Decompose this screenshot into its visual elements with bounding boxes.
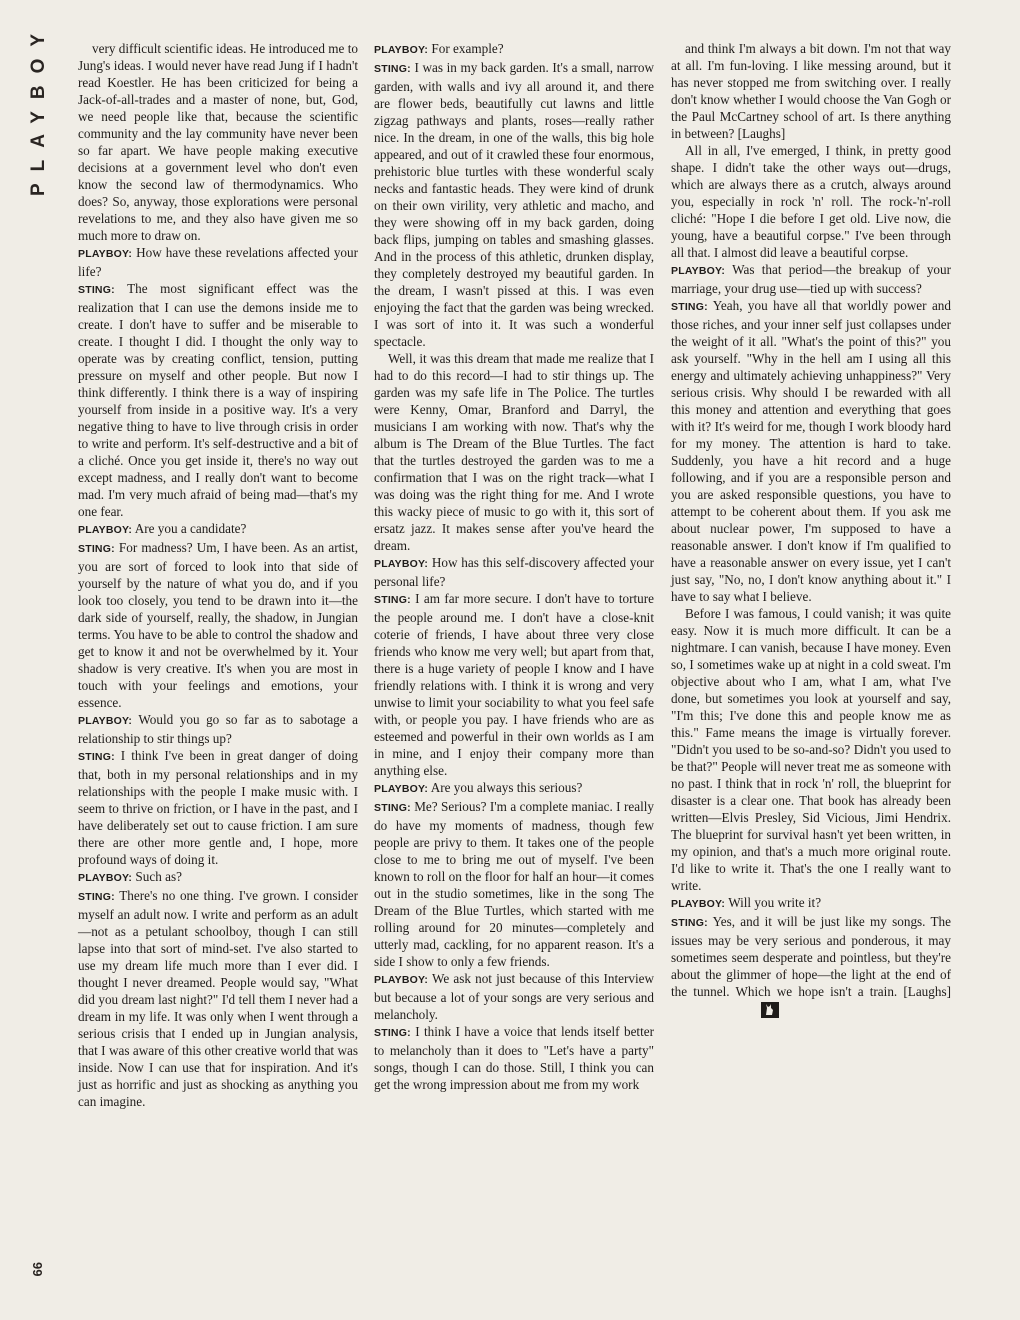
speaker-label: PLAYBOY: bbox=[78, 248, 133, 260]
interview-exchange bbox=[374, 554, 654, 590]
text-column-1 bbox=[78, 40, 358, 1110]
speaker-label: PLAYBOY: bbox=[374, 974, 429, 986]
interview-exchange bbox=[671, 261, 951, 297]
interview-exchange bbox=[374, 59, 654, 350]
speaker-label: STING: bbox=[671, 917, 708, 929]
paragraph-text: How has this self-discovery affected your personal life? bbox=[374, 555, 654, 589]
interview-exchange bbox=[671, 894, 951, 913]
speaker-label: STING: bbox=[78, 891, 115, 903]
interview-exchange bbox=[374, 970, 654, 1023]
paragraph-text: Was that period—the breakup of your marriage, your drug use—tied up with success? bbox=[671, 262, 951, 296]
speaker-label: PLAYBOY: bbox=[374, 558, 429, 570]
paragraph-text: Yeah, you have all that worldly power and those riches, and your inner self just collapses under the weight of it all. "What's the point of this?" you ask yourself. "Why in the hell am I using all this energy and ultimately achieving unhappiness?" Very serious crisis. Why should I be rewarded with all this money and attention and everything that goes with it? It's weird for me, though I work bloody hard for my money. The attention is hard to take. Suddenly, you have a hit record and a huge following, and if you are a responsible person and you are asked responsible questions, you have to attempt to be coherent about them. If you ask me about nuclear power, I'm supposed to have a reasonable answer. I don't know if I'm qualified to have a reasonable answer on every issue, yet I can't just say, "No, no, I don't know anything about it." I have to say what I believe. bbox=[671, 298, 951, 604]
speaker-label: STING: bbox=[671, 301, 708, 313]
speaker-label: PLAYBOY: bbox=[671, 898, 726, 910]
interview-exchange bbox=[78, 520, 358, 539]
text-column-2 bbox=[374, 40, 654, 1093]
interview-exchange bbox=[78, 711, 358, 747]
body-paragraph bbox=[671, 605, 951, 894]
paragraph-text: Such as? bbox=[135, 869, 182, 884]
text-column-3 bbox=[671, 40, 951, 1018]
paragraph-text: All in all, I've emerged, I think, in pretty good shape. I didn't take the other ways out—drugs, which are always there as a crutch, always around you, especially in rock 'n' roll. The rock-'n'-roll cliché: "Hope I die before I get old. Live now, die young, have a beautiful corpse." I've been through all that. I almost did leave a beautiful corpse. bbox=[671, 143, 951, 260]
body-paragraph bbox=[374, 350, 654, 554]
interview-exchange bbox=[78, 747, 358, 868]
interview-exchange bbox=[374, 798, 654, 970]
interview-exchange bbox=[78, 887, 358, 1110]
interview-exchange bbox=[671, 913, 951, 1018]
interview-exchange bbox=[671, 297, 951, 605]
body-paragraph bbox=[671, 40, 951, 142]
paragraph-text: I think I have a voice that lends itself better to melancholy than it does to "Let's have a party" songs, though I can do those. Still, I think you can get the wrong impression about me from my work bbox=[374, 1024, 654, 1092]
speaker-label: STING: bbox=[78, 751, 115, 763]
interview-exchange bbox=[78, 244, 358, 280]
interview-exchange bbox=[78, 539, 358, 711]
paragraph-text: How have these revelations affected your life? bbox=[78, 245, 358, 279]
interview-exchange bbox=[78, 868, 358, 887]
paragraph-text: For example? bbox=[431, 41, 504, 56]
interview-exchange bbox=[374, 1023, 654, 1093]
interview-exchange bbox=[374, 779, 654, 798]
paragraph-text: Before I was famous, I could vanish; it was quite easy. Now it is much more difficult. It can be a nightmare. I can vanish, because I have money. Even so, I sometimes wake up at night in a cold sweat. I'm objective about who I am, what I am, what I've done, but sometimes you look at yourself and say, "I'm this; I've done this and people know me as this." Fame means the image is virtually forever. "Didn't you used to be so-and-so? Didn't you used to be that?" People will never treat me as someone with no past. I think that in rock 'n' roll, the blueprint for disaster is a clear one. That book has already been written—Elvis Presley, Sid Vicious, Jimi Hendrix. The blueprint for survival hasn't yet been written, in my opinion, and that's a much more original route. I'd like to write it. That's the one I really want to write. bbox=[671, 606, 952, 893]
page-number: 66 bbox=[30, 1262, 45, 1277]
body-paragraph bbox=[78, 40, 358, 244]
paragraph-text: Will you write it? bbox=[728, 895, 822, 910]
interview-exchange bbox=[374, 40, 654, 59]
paragraph-text: and think I'm always a bit down. I'm not that way at all. I'm fun-loving. I like messing around, but it has never stopped me from switching over. I really don't know whether I would choose the Van Gogh or the Paul McCartney school of art. Is there anything in between? [Laughs] bbox=[671, 41, 951, 141]
speaker-label: STING: bbox=[374, 802, 411, 814]
paragraph-text: I am far more secure. I don't have to torture the people around me. I don't have a close-knit coterie of friends, I have about three very close friends who know me very well; but apart from that, there is a huge variety of people I know and I have friendly relations with. I think it is wrong and very unwise to limit your sociability to what you feel safe with, or people you pay. I have friends who are as esteemed and powerful in their own worlds as I am in mine, and I enjoy their company more than anything else. bbox=[374, 591, 655, 778]
paragraph-text: The most significant effect was the realization that I can use the demons inside me to create. I don't have to suffer and be miserable to create. I thought I did. I thought the only way to operate was by creating conflict, tension, putting pressure on myself and other people. But now I think differently. I think there is a way of inspiring yourself from inside in a positive way. It's a very negative thing to have to live through crisis in order to write and perform. It's self-destructive and a bit of a cliché. Once you get inside it, there's no way out except madness, and I really don't want to become mad. I'm very much afraid of being mad—that's my one fear. bbox=[78, 281, 358, 519]
speaker-label: PLAYBOY: bbox=[78, 715, 133, 727]
paragraph-text: very difficult scientific ideas. He introduced me to Jung's ideas. I would never have read Jung if I hadn't read Koestler. He has been criticized for being a Jack-of-all-trades and a master of none, but, God, we need people like that, because the scientific community and the lay community have never been so far apart. We have people making executive decisions at a government level who don't even know the second law of thermodynamics. Who does? So, anyway, those explorations were personal revelations to me, and they also have given me so much more to draw on. bbox=[78, 41, 358, 243]
paragraph-text: Would you go so far as to sabotage a relationship to stir things up? bbox=[78, 712, 359, 746]
speaker-label: STING: bbox=[374, 63, 411, 75]
speaker-label: PLAYBOY: bbox=[374, 44, 429, 56]
paragraph-text: Are you always this serious? bbox=[430, 780, 583, 795]
paragraph-text: Yes, and it will be just like my songs. The issues may be very serious and ponderous, it may sometimes seem desperate and pointless, but they're about the glimmer of hope—the light at the end of the tunnel. Which we hope isn't a train. [Laughs] bbox=[671, 914, 951, 999]
paragraph-text: Me? Serious? I'm a complete maniac. I really do have my moments of madness, though few people are privy to them. It takes one of the people close to me to bring me out of myself. I've been known to roll on the floor for half an hour—it comes out in the studio sometimes, like in the song The Dream of the Blue Turtles, which started with me rolling around for 20 minutes—completely and utterly mad, cackling, for no apparent reason. It's a side I show to only a few friends. bbox=[374, 799, 654, 969]
paragraph-text: Are you a candidate? bbox=[134, 521, 247, 536]
paragraph-text: I was in my back garden. It's a small, narrow garden, with walls and ivy all around it, and there are flower beds, beautifully cut lawns and little zigzag pathways and plants, roses—really rather nice. In the dream, in one of the walls, this big hole appeared, and out of it crawled these four enormous, prehistoric blue turtles with these wonderful scaly necks and fantastic heads. They were kind of drunk on their own virility, very athletic and macho, and they were showing off in my back garden, doing back flips, jumping on tables and smashing glasses. And in the process of this athletic, drunken display, they completely destroyed my beautiful garden. In the dream, I wasn't pissed at this. I was even enjoying the fact that the garden was being wrecked. I was sort of into it. It was such a wonderful spectacle. bbox=[374, 60, 654, 349]
speaker-label: STING: bbox=[78, 284, 115, 296]
speaker-label: STING: bbox=[374, 1027, 411, 1039]
masthead: PLAYBOY bbox=[28, 21, 49, 196]
rabbit-logo-icon bbox=[761, 1002, 779, 1018]
interview-exchange bbox=[78, 280, 358, 520]
speaker-label: STING: bbox=[374, 594, 411, 606]
paragraph-text: I think I've been in great danger of doing that, both in my personal relationships and in my relationships with the people I make music with. I seem to thrive on friction, or I have in the past, and I have deliberately set out to cause friction. I am sure there are other more gentle and, I hope, more profound ways of doing it. bbox=[78, 748, 358, 867]
paragraph-text: We ask not just because of this Interview but because a lot of your songs are very serious and melancholy. bbox=[374, 971, 655, 1022]
speaker-label: PLAYBOY: bbox=[78, 524, 133, 536]
speaker-label: STING: bbox=[78, 543, 115, 555]
interview-exchange bbox=[374, 590, 654, 779]
speaker-label: PLAYBOY: bbox=[671, 265, 726, 277]
paragraph-text: Well, it was this dream that made me realize that I had to do this record—I had to stir things up. The garden was my safe life in The Police. The turtles were Kenny, Omar, Branford and Darryl, the musicians I am working with now. That's why the album is The Dream of the Blue Turtles. The fact that the turtles destroyed the garden was to me a confirmation that I was on the right track—what I was doing was the right thing for me. And I wrote this wacky piece of music to go with it, this sort of ersatz jazz. It makes sense after you've heard the dream. bbox=[374, 351, 654, 553]
speaker-label: PLAYBOY: bbox=[78, 872, 133, 884]
paragraph-text: For madness? Um, I have been. As an artist, you are sort of forced to look into that side of yourself by the nature of what you do, and if you look too closely, you tend to be drawn into it—the dark side of yourself, really, the shadow, in Jungian terms. You have to be able to control the shadow and get to know it and not be overwhelmed by it. Your shadow is very creative. It's when you are most in touch with your feelings and emotions, your essence. bbox=[78, 540, 359, 710]
body-paragraph bbox=[671, 142, 951, 261]
speaker-label: PLAYBOY: bbox=[374, 783, 429, 795]
paragraph-text: There's no one thing. I've grown. I consider myself an adult now. I write and perform as an adult—not as a petulant schoolboy, though I can still lapse into that sort of mind-set. I've also started to use my dream life much more than I ever did. I thought I never dreamed. People would say, "What did you dream last night?" I'd tell them I never had a dream in my life. It was only when I went through a serious crisis that I ended up in Jungian analysis, that I was aware of this other creative world that was inside. Now I can use that for inspiration. And it's just as horrific and just as shocking as anything you can imagine. bbox=[78, 888, 358, 1109]
